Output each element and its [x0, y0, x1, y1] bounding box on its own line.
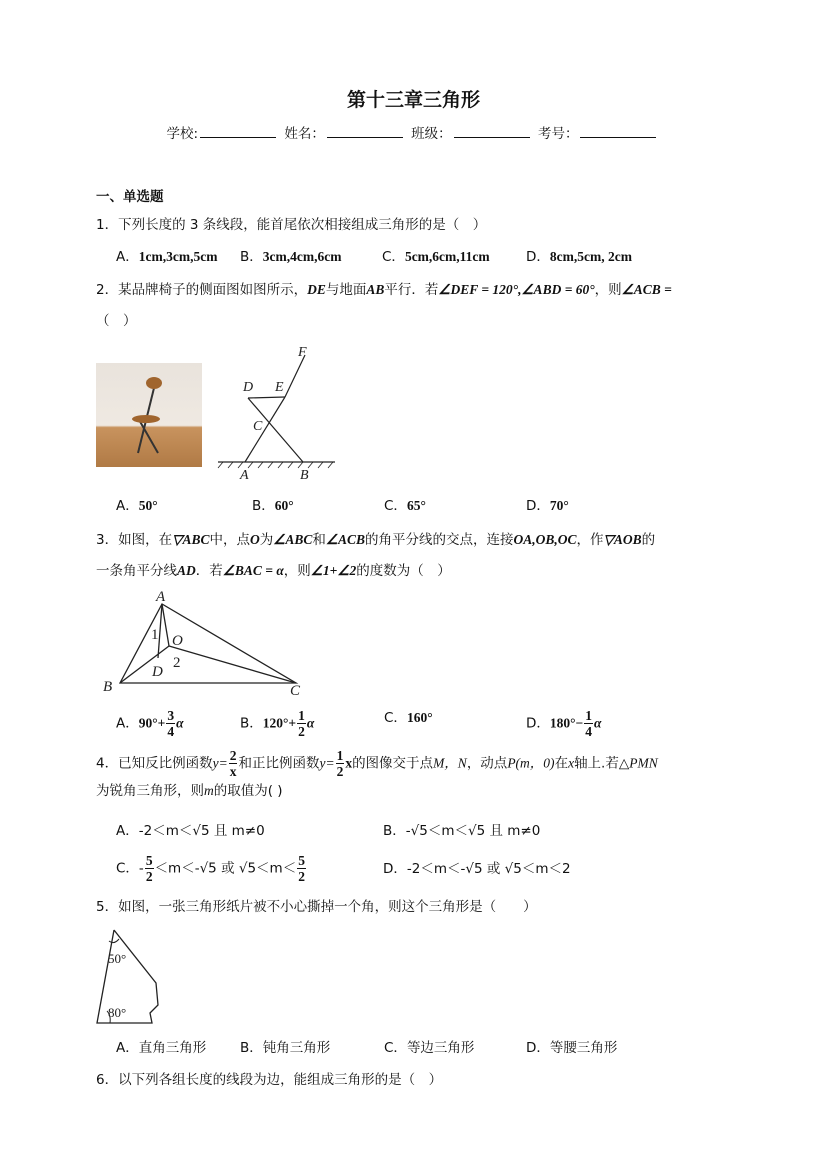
- numerator: 5: [298, 853, 305, 868]
- math: 180°−: [549, 715, 584, 731]
- math: O: [250, 532, 260, 547]
- math: M，N: [433, 755, 467, 771]
- q1-stem: 1．下列长度的 3 条线段，能首尾依次相接组成三角形的是（ ）: [96, 217, 487, 233]
- text: 与地面: [325, 282, 367, 298]
- text: 中，点: [209, 532, 250, 548]
- label-d: D: [243, 380, 254, 395]
- chair-diagram: [215, 342, 340, 482]
- numerator: 1: [585, 708, 592, 723]
- option-a[interactable]: 50°: [138, 498, 158, 513]
- text: ＜m＜-√5 或 √5＜m＜: [154, 860, 297, 877]
- q5-stem: 5．如图，一张三角形纸片被不小心撕掉一个角，则这个三角形是（ ）: [96, 899, 537, 915]
- option-d[interactable]: 等腰三角形: [549, 1040, 618, 1056]
- label-c: C: [290, 683, 301, 697]
- math: ▽ABC: [172, 532, 210, 547]
- denominator: 4: [585, 724, 592, 739]
- option-d[interactable]: 70°: [549, 498, 569, 513]
- number-field[interactable]: [580, 123, 656, 138]
- option-b[interactable]: 3cm,4cm,6cm: [262, 249, 342, 264]
- math: ∠ACB =: [621, 282, 672, 297]
- q2-stem: [96, 280, 672, 300]
- text: ．若: [195, 563, 223, 579]
- school-field[interactable]: [200, 123, 276, 138]
- class-field[interactable]: [454, 123, 530, 138]
- chair-icon: [96, 363, 202, 467]
- math: 160°: [406, 710, 433, 725]
- text: C．-: [116, 860, 144, 877]
- option-d[interactable]: [526, 708, 601, 739]
- option-c[interactable]: [384, 708, 433, 728]
- option-key: C．: [384, 498, 407, 514]
- option-key: D．: [526, 498, 550, 514]
- math: 120°+: [262, 715, 297, 731]
- fraction: [297, 708, 306, 739]
- label-2: 2: [173, 655, 181, 671]
- option-c[interactable]: 等边三角形: [406, 1040, 475, 1056]
- label-a: A: [156, 589, 166, 605]
- numerator: 2: [229, 748, 237, 763]
- math: y=: [212, 755, 228, 771]
- math: P(m，0): [507, 755, 555, 771]
- numerator: 1: [336, 748, 344, 763]
- text: ，则: [594, 282, 622, 298]
- option-key: A．: [116, 498, 139, 514]
- fraction: [297, 853, 306, 884]
- text: 3．如图，在: [96, 532, 173, 548]
- text: 为: [259, 532, 274, 548]
- label-b: B: [300, 468, 309, 482]
- q2-paren: （ ）: [96, 313, 137, 329]
- option-a[interactable]: 直角三角形: [138, 1040, 207, 1056]
- q3-options: [116, 700, 756, 739]
- option-key: B．: [252, 498, 275, 514]
- text: 和正比例函数: [238, 755, 320, 772]
- option-a[interactable]: [116, 708, 184, 739]
- math: ∠1+∠2: [310, 563, 357, 578]
- section-heading: 一、单选题: [96, 189, 164, 205]
- option-b[interactable]: 钝角三角形: [262, 1040, 331, 1056]
- option-a[interactable]: A．-2＜m＜√5 且 m≠0: [116, 823, 265, 839]
- numerator: 1: [298, 708, 305, 723]
- text: 2．某品牌椅子的侧面图如图所示，: [96, 282, 308, 298]
- math: PMN: [629, 755, 658, 771]
- option-key: B．: [240, 249, 263, 265]
- text: 的图像交于点: [352, 755, 434, 772]
- text: ，动点: [466, 755, 508, 772]
- option-b[interactable]: [240, 708, 314, 739]
- option-key: B．: [240, 1040, 263, 1056]
- text: 的取值为( ): [213, 783, 283, 799]
- math: ▽AOB: [603, 532, 642, 547]
- fraction: [229, 748, 238, 779]
- math: ∠DEF = 120°,∠ABD = 60°: [438, 282, 595, 297]
- angle-80-label: 80°: [108, 1005, 127, 1020]
- chair-photo: [96, 363, 202, 467]
- denominator: 2: [145, 869, 153, 884]
- number-label: 考号：: [537, 126, 579, 142]
- student-info-line: [0, 123, 827, 144]
- text: 在: [554, 755, 569, 772]
- option-key: A．: [116, 1040, 139, 1056]
- text: ，作: [576, 532, 604, 548]
- math: ∠ACB: [325, 532, 365, 547]
- class-label: 班级：: [411, 126, 452, 142]
- text: 4．已知反比例函数: [96, 755, 213, 772]
- torn-triangle-diagram: [94, 925, 164, 1030]
- math: ∠ABC: [273, 532, 313, 547]
- denominator: 2: [336, 764, 344, 779]
- q3-stem: [96, 530, 655, 550]
- option-d[interactable]: 8cm,5cm, 2cm: [549, 249, 632, 264]
- option-key: D．: [526, 1040, 550, 1056]
- school-label: 学校:: [166, 126, 199, 142]
- label-c: C: [253, 419, 263, 434]
- name-field[interactable]: [327, 123, 403, 138]
- option-key: A．: [116, 715, 139, 732]
- label-f: F: [298, 345, 307, 360]
- math: AB: [366, 282, 385, 297]
- denominator: 2: [298, 724, 305, 739]
- triangle-diagram: [100, 585, 310, 697]
- label-d: D: [152, 664, 163, 680]
- denominator: x: [229, 764, 237, 779]
- math: DE: [307, 282, 326, 297]
- denominator: 2: [298, 869, 305, 884]
- label-a: A: [240, 468, 249, 482]
- option-key: D．: [526, 249, 550, 265]
- option-key: C．: [382, 249, 405, 265]
- angle-50-label: 50°: [108, 951, 127, 966]
- math: x: [568, 755, 575, 771]
- q4-stem-line2: [96, 781, 283, 801]
- label-e: E: [275, 380, 284, 395]
- option-d[interactable]: D．-2＜m＜-√5 或 √5＜m＜2: [383, 861, 571, 877]
- math: y=: [319, 755, 335, 771]
- text: 为锐角三角形，则: [96, 783, 204, 799]
- math: OA,OB,OC: [513, 532, 577, 547]
- fraction: [584, 708, 593, 739]
- text: 平行．若: [384, 282, 439, 298]
- q6-stem: 6．以下列各组长度的线段为边，能组成三角形的是（ ）: [96, 1072, 443, 1088]
- math: AD: [177, 563, 196, 578]
- numerator: 5: [145, 853, 153, 868]
- math: α: [306, 715, 315, 731]
- label-b: B: [103, 679, 113, 695]
- option-a[interactable]: 1cm,3cm,5cm: [138, 249, 218, 264]
- option-b[interactable]: B．-√5＜m＜√5 且 m≠0: [383, 823, 541, 839]
- option-key: C．: [384, 1040, 407, 1056]
- text: 的角平分线的交点，连接: [365, 532, 514, 548]
- text: ，则: [283, 563, 311, 579]
- option-key: B．: [240, 715, 263, 732]
- math: ∠BAC = α: [222, 563, 284, 578]
- text: 一条角平分线: [96, 563, 177, 579]
- text: 轴上.若△: [574, 755, 630, 772]
- math: x: [345, 755, 353, 771]
- text: 和: [312, 532, 326, 548]
- option-c[interactable]: [116, 853, 307, 884]
- label-o: O: [172, 633, 183, 649]
- math: 90°+: [138, 715, 166, 731]
- label-1: 1: [151, 627, 159, 643]
- numerator: 3: [167, 708, 175, 723]
- option-c[interactable]: 5cm,6cm,11cm: [404, 249, 490, 264]
- fraction: [336, 748, 345, 779]
- q3-stem-line2: [96, 561, 451, 581]
- math: m: [204, 783, 214, 798]
- option-key: A．: [116, 249, 139, 265]
- denominator: 4: [167, 724, 175, 739]
- text: 的度数为（ ）: [356, 563, 451, 579]
- fraction: [166, 708, 175, 739]
- math: α: [176, 715, 184, 731]
- option-c[interactable]: 65°: [406, 498, 426, 513]
- option-b[interactable]: 60°: [274, 498, 294, 513]
- option-key: C．: [384, 710, 407, 726]
- option-key: D．: [526, 715, 550, 732]
- page-title: 第十三章三角形: [346, 89, 480, 111]
- name-label: 姓名：: [284, 126, 325, 142]
- fraction: [145, 853, 154, 884]
- math: α: [594, 715, 602, 731]
- q4-stem: [96, 748, 658, 779]
- text: 的: [641, 532, 656, 548]
